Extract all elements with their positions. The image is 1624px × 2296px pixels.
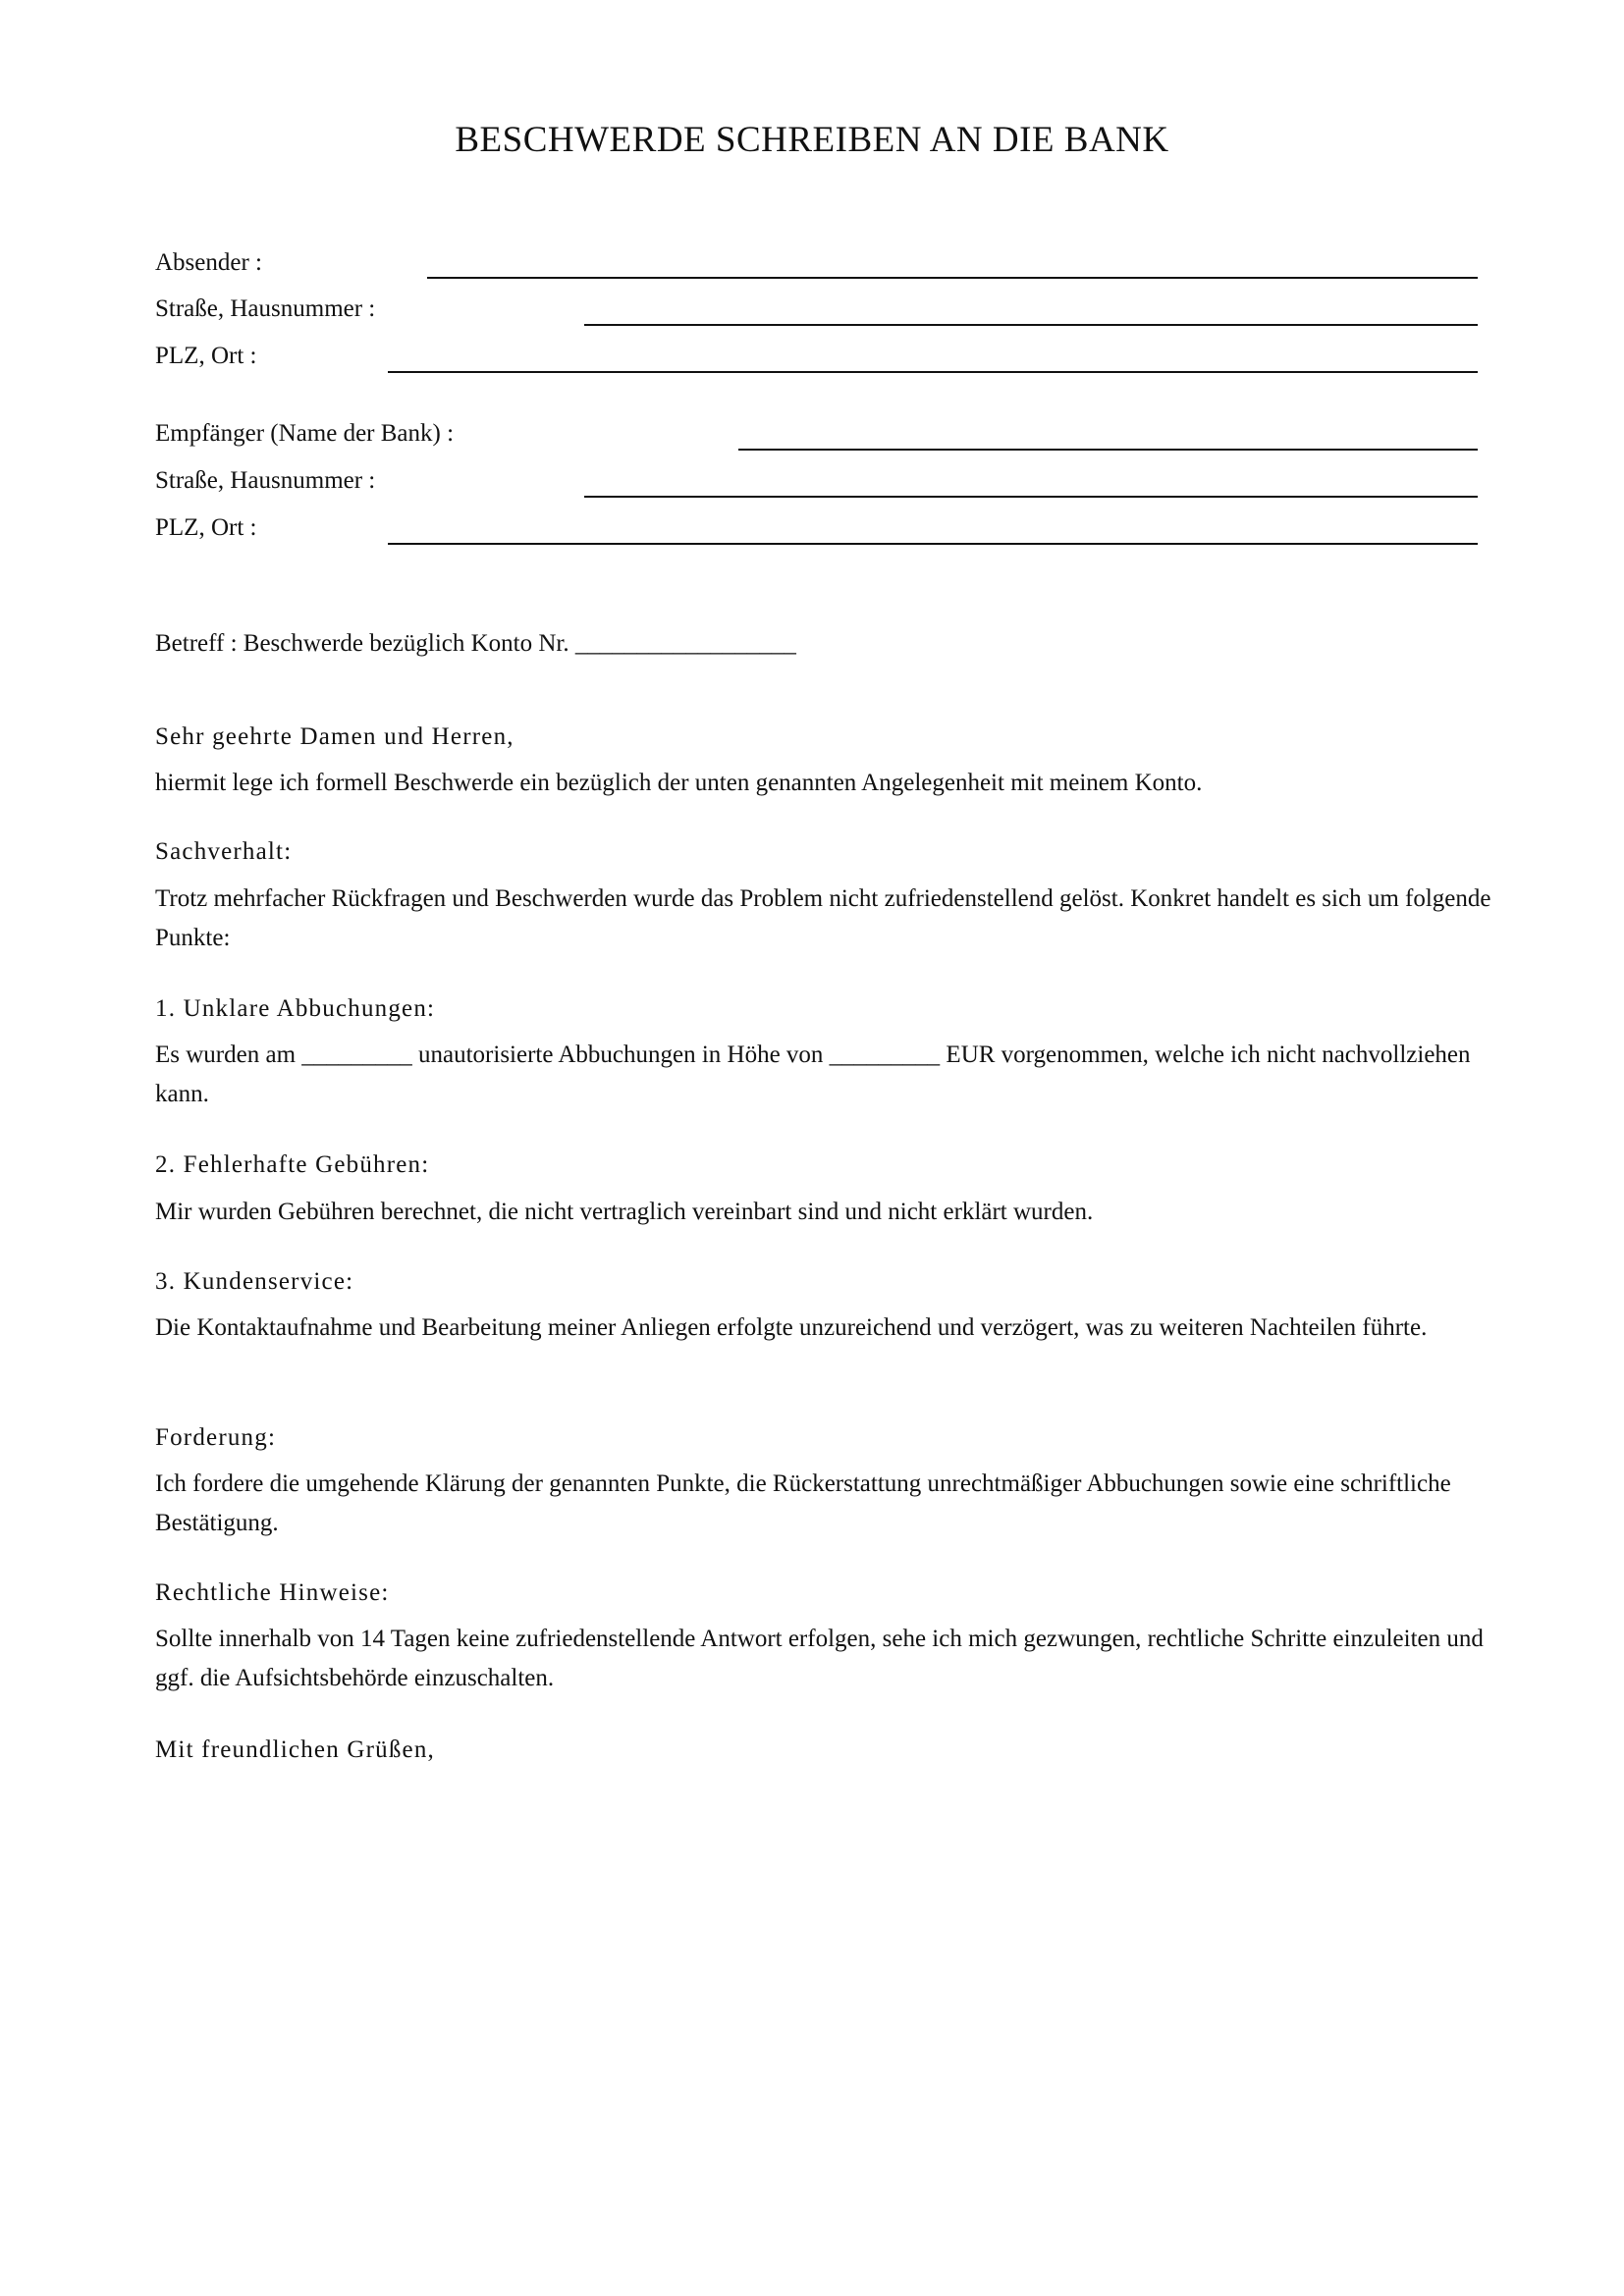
legal-text: Sollte innerhalb von 14 Tagen keine zufriedenstellende Antwort erfolgen, sehe ich mich gezwungen, rechtliche Schritte einzuleiten und ggf. die Aufsichtsbehörde einzuschalten. [155,1626,1484,1691]
legal-heading: Rechtliche Hinweise: [155,1579,390,1606]
closing-text: Mit freundlichen Grüßen, [155,1736,435,1763]
point1-text: Es wurden am _________ unautorisierte Abbuchungen in Höhe von _________ EUR vorgenommen, welche ich nicht nachvollziehen kann. [155,1041,1471,1107]
point2-heading: 2. Fehlerhafte Gebühren: [155,1151,430,1178]
sender-city-label: PLZ, Ort : [155,343,257,369]
document-title: BESCHWERDE SCHREIBEN AN DIE BANK [455,120,1169,160]
recipient-name-label: Empfänger (Name der Bank) : [155,420,455,447]
point3-text: Die Kontaktaufnahme und Bearbeitung meiner Anliegen erfolgte unzureichend und verzögert, was zu weiteren Nachteilen führte. [155,1314,1428,1341]
facts-heading: Sachverhalt: [155,838,293,865]
subject-line: Betreff : Beschwerde bezüglich Konto Nr. __________________ [155,630,796,657]
sender-city-field[interactable] [388,371,1478,373]
point3-heading: 3. Kundenservice: [155,1268,354,1295]
sender-name-field[interactable] [427,277,1478,279]
sender-street-label: Straße, Hausnummer : [155,295,376,322]
point1-heading: 1. Unklare Abbuchungen: [155,995,436,1022]
sender-street-field[interactable] [584,324,1478,326]
salutation: Sehr geehrte Damen und Herren, [155,723,514,750]
recipient-street-field[interactable] [584,496,1478,498]
recipient-city-field[interactable] [388,543,1478,545]
recipient-street-label: Straße, Hausnummer : [155,467,376,494]
facts-text: Trotz mehrfacher Rückfragen und Beschwerden wurde das Problem nicht zufriedenstellend gelöst. Konkret handelt es sich um folgende Punkte: [155,885,1491,951]
recipient-name-field[interactable] [738,449,1478,451]
demand-text: Ich fordere die umgehende Klärung der genannten Punkte, die Rückerstattung unrechtmäßiger Abbuchungen sowie eine schriftliche Bestätigung. [155,1470,1451,1536]
demand-heading: Forderung: [155,1424,277,1451]
intro-text: hiermit lege ich formell Beschwerde ein bezüglich der unten genannten Angelegenheit mit meinem Konto. [155,770,1203,796]
sender-name-label: Absender : [155,249,262,276]
point2-text: Mir wurden Gebühren berechnet, die nicht vertraglich vereinbart sind und nicht erklärt wurden. [155,1199,1094,1225]
recipient-city-label: PLZ, Ort : [155,514,257,541]
